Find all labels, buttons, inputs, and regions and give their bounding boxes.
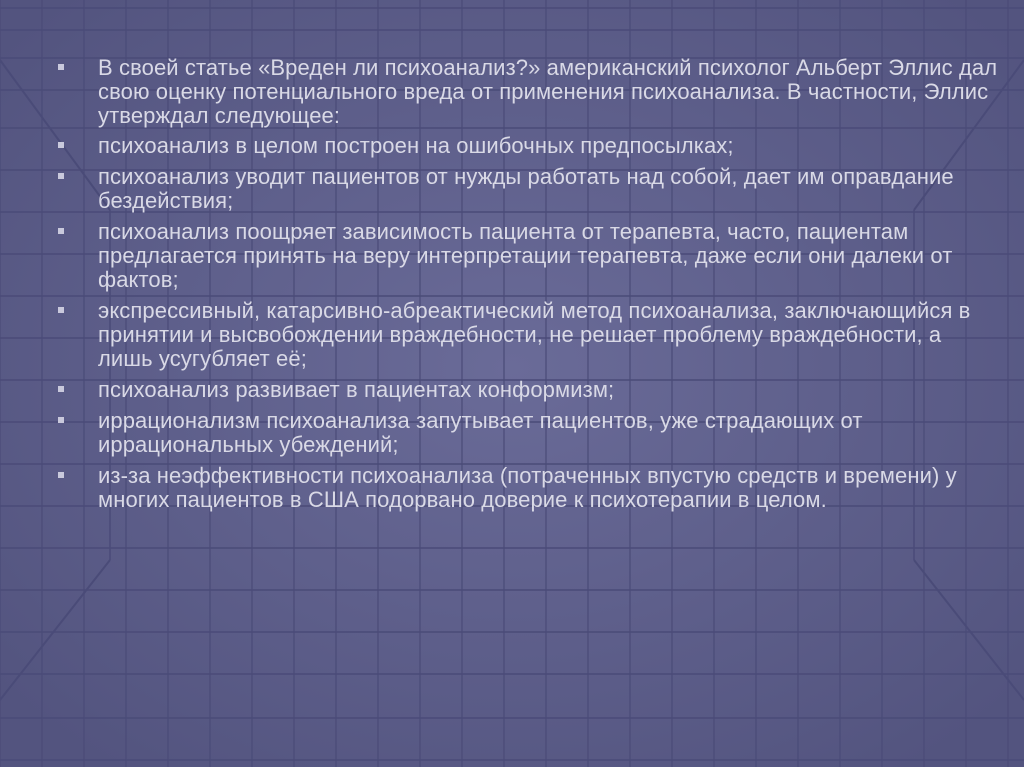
bullet-item bbox=[58, 299, 998, 371]
bullet-item bbox=[58, 220, 998, 292]
bullet-text: иррационализм психоанализа запутывает пациентов, уже страдающих от иррациональных убеждений; bbox=[98, 408, 863, 457]
bullet-item bbox=[58, 165, 998, 213]
bullet-item bbox=[58, 378, 998, 402]
square-bullet-icon bbox=[58, 417, 64, 423]
bullet-text: психоанализ развивает в пациентах конформизм; bbox=[98, 377, 615, 402]
square-bullet-icon bbox=[58, 472, 64, 478]
square-bullet-icon bbox=[58, 64, 64, 70]
square-bullet-icon bbox=[58, 228, 64, 234]
bullet-text: психоанализ уводит пациентов от нужды работать над собой, дает им оправдание бездействия; bbox=[98, 164, 954, 213]
bullet-text: экспрессивный, катарсивно-абреактический метод психоанализа, заключающийся в принятии и высвобождении враждебности, не решает проблему враждебности, а лишь усугубляет её; bbox=[98, 298, 971, 371]
bullet-text: В своей статье «Вреден ли психоанализ?» американский психолог Альберт Эллис дал свою оценку потенциального вреда от применения психоанализа. В частности, Эллис утверждал следующее: bbox=[98, 55, 998, 128]
square-bullet-icon bbox=[58, 307, 64, 313]
bullet-item bbox=[58, 134, 998, 158]
square-bullet-icon bbox=[58, 142, 64, 148]
square-bullet-icon bbox=[58, 386, 64, 392]
slide-bullet-list bbox=[58, 56, 998, 519]
bullet-text: психоанализ поощряет зависимость пациента от терапевта, часто, пациентам предлагается принять на веру интерпретации терапевта, даже если они далеки от фактов; bbox=[98, 219, 953, 292]
bullet-item bbox=[58, 409, 998, 457]
bullet-item bbox=[58, 56, 998, 128]
bullet-text: психоанализ в целом построен на ошибочных предпосылках; bbox=[98, 133, 734, 158]
bullet-item bbox=[58, 464, 998, 512]
square-bullet-icon bbox=[58, 173, 64, 179]
bullet-text: из-за неэффективности психоанализа (потраченных впустую средств и времени) у многих пациентов в США подорвано доверие к психотерапии в целом. bbox=[98, 463, 957, 512]
